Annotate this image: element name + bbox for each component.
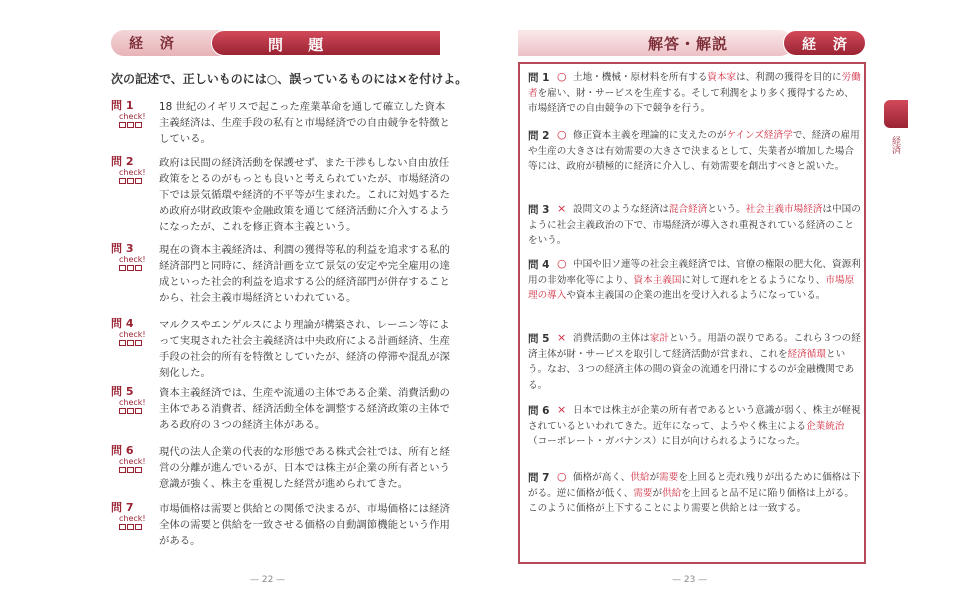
check-label: check!	[119, 398, 146, 407]
key-term: 供給	[630, 472, 650, 483]
explanation-text: を上回ると売れ残りが出るために価格は下がる。逆に価格が低く、	[528, 472, 861, 499]
check-boxes[interactable]	[119, 408, 151, 414]
answer-number: 問 6	[528, 405, 550, 417]
check-box[interactable]	[119, 467, 126, 473]
key-term: 需要	[659, 472, 679, 483]
answer-explanation	[528, 257, 862, 304]
incorrect-mark: ×	[557, 202, 567, 215]
explanation-text: 価格が高く、	[573, 472, 631, 483]
explanation-text: は中国のように社会主義政治の下で、市場経済が導入され重視されている経済のことをいう。	[528, 204, 861, 247]
question-text: 現代の法人企業の代表的な形態である株式会社では、所有と経営の分離が進んでいるが、日本では株主が企業の所有者という意識が強く、株主を重視した経営が進められてきた。	[159, 446, 450, 490]
correct-mark: ○	[557, 257, 567, 270]
check-box[interactable]	[127, 265, 134, 271]
check-boxes[interactable]	[119, 178, 151, 184]
question-number: 問 6	[111, 444, 134, 457]
answer-number: 問 2	[528, 130, 550, 142]
subject-label: 経 済	[129, 36, 180, 52]
explanation-text: が	[652, 487, 663, 499]
answer-number: 問 7	[528, 472, 550, 484]
question-text: 18 世紀のイギリスで起こった産業革命を通して確立した資本主義経済は、生産手段の私有と市場経済での自由競争を特徴としている。	[159, 101, 450, 145]
key-term: ケインズ経済学	[726, 130, 793, 141]
check-box[interactable]	[127, 408, 134, 414]
right-page-header	[518, 30, 866, 56]
check-box[interactable]	[135, 265, 142, 271]
check-label: check!	[119, 255, 146, 264]
question-marker	[111, 502, 151, 530]
check-box[interactable]	[135, 122, 142, 128]
explanation-text: という。用語の誤りである。これら３つの経済主体が財・サービスを取引して経済活動が営まれ、これを	[528, 333, 861, 360]
key-term: 企業統治	[806, 420, 845, 432]
explanation-text: 土地・機械・原材料を所有する	[573, 72, 708, 83]
page-number-left: — 22 —	[250, 575, 286, 585]
check-boxes[interactable]	[119, 467, 151, 473]
explanation-text: 日本では株主が企業の所有者であるという意識が弱く、株主が軽視されているといわれてきた。近年になって、ようやく株主による	[528, 405, 861, 432]
answer-explanation	[528, 202, 862, 249]
correct-mark: ○	[557, 70, 567, 83]
question-text: 政府は民間の経済活動を保護せず、また干渉もしない自由放任政策をとるのがもっとも良いと考えられていたが、市場経済の下では景気循環や経済的不平等が生まれた。これに対処するため政府が財政政策や金融政策を通じて経済活動に介入するようになったが、これを修正資本主義という。	[159, 157, 450, 233]
question-text: 現在の資本主義経済は、利潤の獲得等私的利益を追求する私的経済部門と同時に、経済計画を立て景気の安定や完全雇用の達成といった社会的利益を追求する公的経済部門が併存することから、社会主義市場経済といわれている。	[159, 244, 450, 304]
key-term: 資本家	[707, 72, 737, 83]
explanation-text: は、利潤の獲得を目的に	[736, 72, 842, 83]
explanation-text: 中国や旧ソ連等の社会主義経済では、官僚の権限の肥大化、資源利用の非効率化等により、	[528, 259, 861, 286]
check-box[interactable]	[119, 408, 126, 414]
question-marker	[111, 243, 151, 271]
check-label: check!	[119, 514, 146, 523]
question-text: 資本主義経済では、生産や流通の主体である企業、消費活動の主体である消費者、経済活動全体を調整する経済政策の主体である政府の３つの経済主体がある。	[159, 387, 450, 431]
left-page-header	[111, 30, 441, 56]
question-marker	[111, 100, 151, 128]
explanation-text: という。なお、３つの経済主体の間の資金の流通を円滑にするのが金融機関である。	[528, 348, 855, 392]
answer-explanation	[528, 128, 862, 175]
key-term: 需要	[633, 487, 653, 499]
question-number: 問 2	[111, 155, 134, 168]
check-box[interactable]	[127, 122, 134, 128]
answer-explanation	[528, 403, 862, 450]
side-tab	[884, 100, 908, 128]
explanation-text: や資本主義国の企業の進出を受け入れるようになっている。	[566, 290, 826, 302]
check-label: check!	[119, 112, 146, 121]
title-bar	[211, 30, 441, 56]
check-box[interactable]	[127, 467, 134, 473]
correct-mark: ○	[557, 470, 567, 483]
check-boxes[interactable]	[119, 524, 151, 530]
question-marker	[111, 156, 151, 184]
answer-explanation	[528, 331, 862, 394]
check-box[interactable]	[127, 178, 134, 184]
key-term: 社会主義市場経済	[745, 204, 823, 215]
check-label: check!	[119, 457, 146, 466]
check-box[interactable]	[135, 408, 142, 414]
page-title: 問 題	[268, 36, 334, 54]
key-term: 資本主義国	[633, 274, 682, 286]
instruction: 次の記述で、正しいものには○、誤っているものには×を付けよ。	[111, 72, 468, 86]
answer-number: 問 5	[528, 333, 550, 345]
answer-number: 問 1	[528, 72, 550, 84]
page-number-right: — 23 —	[672, 575, 708, 585]
answer-number: 問 4	[528, 259, 550, 271]
answer-title-bar	[518, 30, 793, 56]
side-tab-label: 経済	[890, 136, 900, 154]
question-number: 問 5	[111, 385, 134, 398]
key-term: 市場原理の導入	[528, 274, 855, 302]
check-box[interactable]	[127, 340, 134, 346]
key-term: 経済循環	[787, 348, 826, 360]
check-box[interactable]	[135, 340, 142, 346]
check-box[interactable]	[135, 524, 142, 530]
question-number: 問 7	[111, 501, 134, 514]
answer-explanation	[528, 470, 862, 517]
explanation-text: を雇い、財・サービスを生産する。そして利潤をより多く獲得するため、市場経済での自由競争の下で競争を行う。	[528, 87, 854, 115]
key-term: 供給	[662, 487, 682, 499]
explanation-text: 消費活動の主体は	[573, 333, 650, 344]
answer-explanation	[528, 70, 862, 117]
check-label: check!	[119, 168, 146, 177]
correct-mark: ○	[557, 128, 567, 141]
question-marker	[111, 445, 151, 473]
check-box[interactable]	[119, 122, 126, 128]
answer-title: 解答・解説	[648, 35, 729, 53]
explanation-text: 修正資本主義を理論的に支えたのが	[573, 130, 727, 141]
check-label: check!	[119, 330, 146, 339]
check-box[interactable]	[119, 265, 126, 271]
explanation-text: が	[649, 472, 660, 483]
check-box[interactable]	[127, 524, 134, 530]
check-box[interactable]	[119, 178, 126, 184]
question-text: マルクスやエンゲルスにより理論が構築され、レーニン等によって実現された社会主義経済は中央政府による計画経済、生産手段の社会的所有を特徴としていたが、経済の停滞や混乱が深刻化した。	[159, 319, 450, 379]
check-boxes[interactable]	[119, 340, 151, 346]
check-box[interactable]	[119, 524, 126, 530]
question-text: 市場価格は需要と供給との関係で決まるが、市場価格には経済全体の需要と供給を一致させる価格の自動調節機能という作用がある。	[159, 503, 450, 547]
explanation-text: を上回ると品不足に陥り価格は上がる。このように価格が上下することにより需要と供給とは一致する。	[528, 487, 854, 515]
explanation-text: に対して遅れをとるようになり、	[681, 274, 826, 286]
question-number: 問 3	[111, 242, 134, 255]
explanation-text: で、経済の雇用や生産の大きさは有効需要の大きさで決まるとして、失業者が増加した場合等には、政府が積極的に経済に介入し、有効需要を創出すべきと説いた。	[528, 130, 860, 173]
key-term: 労働者	[528, 72, 861, 99]
check-box[interactable]	[135, 178, 142, 184]
explanation-text: という。	[707, 204, 746, 215]
explanation-text: （コーポレート・ガバナンス）に目が向けられるようになった。	[528, 436, 806, 448]
answer-number: 問 3	[528, 204, 550, 216]
incorrect-mark: ×	[557, 403, 567, 416]
check-box[interactable]	[119, 340, 126, 346]
key-term: 混合経済	[668, 204, 708, 215]
question-number: 問 1	[111, 99, 134, 112]
check-boxes[interactable]	[119, 265, 151, 271]
answer-subject-label: 経 済	[802, 37, 853, 53]
explanation-text: 設問文のような経済は	[573, 204, 669, 215]
check-box[interactable]	[135, 467, 142, 473]
check-boxes[interactable]	[119, 122, 151, 128]
incorrect-mark: ×	[557, 331, 567, 344]
key-term: 家計	[649, 333, 669, 344]
answer-subject-pill	[783, 30, 866, 56]
question-number: 問 4	[111, 317, 134, 330]
question-marker	[111, 386, 151, 414]
question-marker	[111, 318, 151, 346]
